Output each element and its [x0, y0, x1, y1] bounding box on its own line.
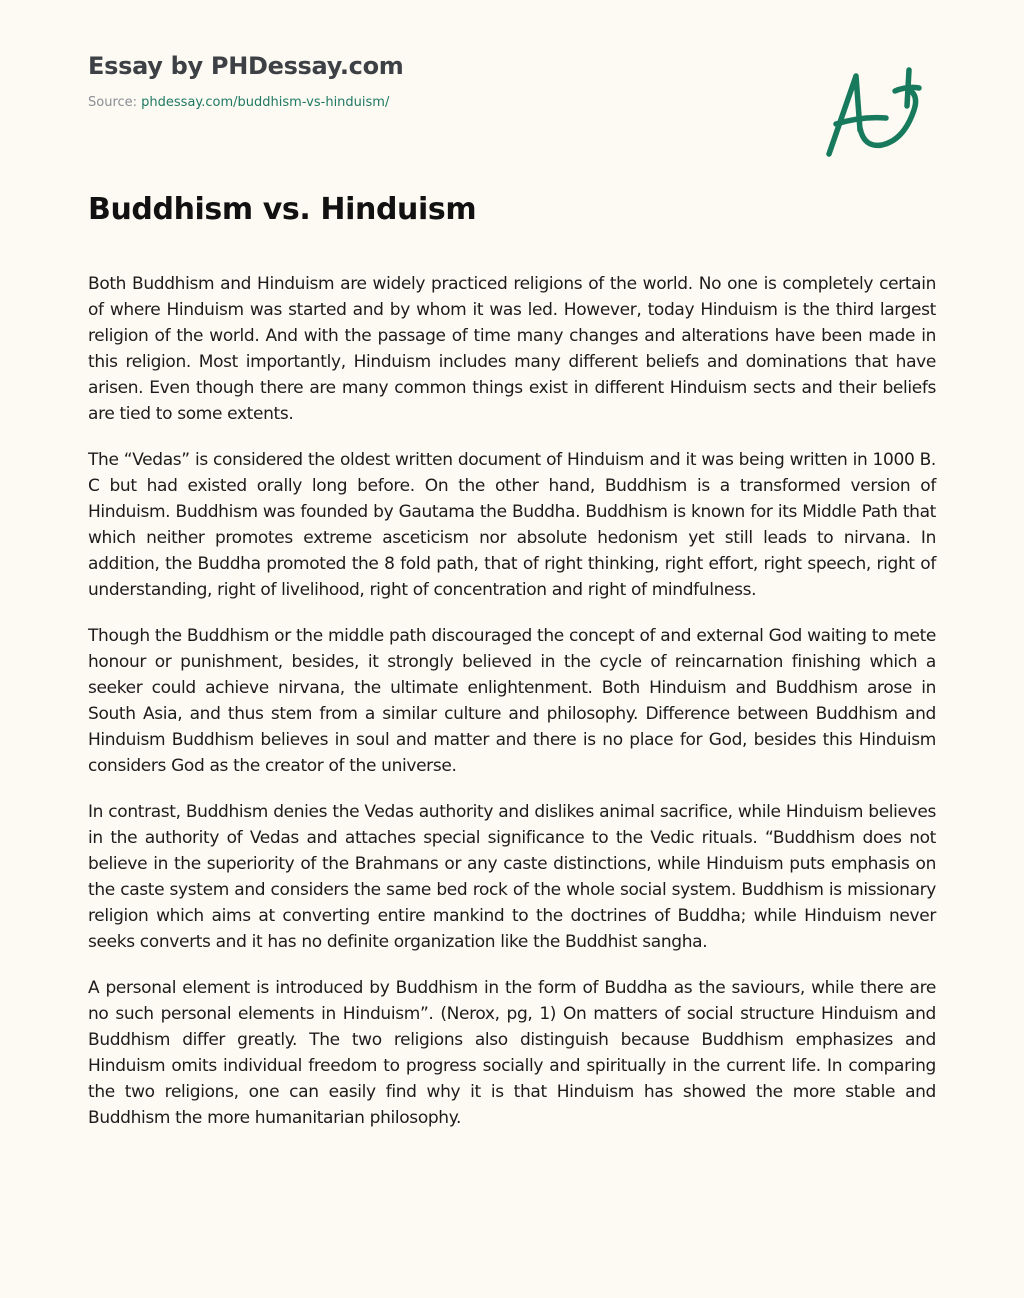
source-line	[88, 94, 788, 112]
essay-paragraph: Though the Buddhism or the middle path discouraged the concept of and external God waiting to mete honour or punishment, besides, it strongly believed in the cycle of reincarnation finishing which a seeker could achieve nirvana, the ultimate enlightenment. Both Hinduism and Buddhism arose in South Asia, and thus stem from a similar culture and philosophy. Difference between Buddhism and Hinduism Buddhism believes in soul and matter and there is no place for God, besides this Hinduism considers God as the creator of the universe.	[88, 626, 936, 776]
page-header	[88, 50, 788, 112]
essay-paragraph: Both Buddhism and Hinduism are widely practiced religions of the world. No one is completely certain of where Hinduism was started and by whom it was led. However, today Hinduism is the third largest religion of the world. And with the passage of time many changes and alterations have been made in this religion. Most importantly, Hinduism includes many different beliefs and dominations that have arisen. Even though there are many common things exist in different Hinduism sects and their beliefs are tied to some extents.	[88, 274, 936, 424]
site-title: Essay by PHDessay.com	[88, 52, 404, 80]
essay-body	[88, 271, 936, 1151]
document-title: Buddhism vs. Hinduism	[88, 192, 477, 227]
a-plus-grade-icon	[822, 66, 930, 162]
source-label: Source:	[88, 95, 142, 110]
source-link[interactable]: phdessay.com/buddhism-vs-hinduism/	[141, 95, 390, 110]
essay-paragraph: A personal element is introduced by Buddhism in the form of Buddha as the saviours, while there are no such personal elements in Hinduism”. (Nerox, pg, 1) On matters of social structure Hinduism and Buddhism differ greatly. The two religions also distinguish because Buddhism emphasizes and Hinduism omits individual freedom to progress socially and spiritually in the current life. In comparing the two religions, one can easily find why it is that Hinduism has showed the more stable and Buddhism the more humanitarian philosophy.	[88, 978, 936, 1128]
essay-paragraph: In contrast, Buddhism denies the Vedas authority and dislikes animal sacrifice, while Hinduism believes in the authority of Vedas and attaches special significance to the Vedic rituals. “Buddhism does not believe in the superiority of the Brahmans or any caste distinctions, while Hinduism puts emphasis on the caste system and considers the same bed rock of the whole social system. Buddhism is missionary religion which aims at converting entire mankind to the doctrines of Buddha; while Hinduism never seeks converts and it has no definite organization like the Buddhist sangha.	[88, 802, 936, 952]
essay-paragraph: The “Vedas” is considered the oldest written document of Hinduism and it was being written in 1000 B. C but had existed orally long before. On the other hand, Buddhism is a transformed version of Hinduism. Buddhism was founded by Gautama the Buddha. Buddhism is known for its Middle Path that which neither promotes extreme asceticism nor absolute hedonism yet still leads to nirvana. In addition, the Buddha promoted the 8 fold path, that of right thinking, right effort, right speech, right of understanding, right of livelihood, right of concentration and right of mindfulness.	[88, 450, 936, 600]
